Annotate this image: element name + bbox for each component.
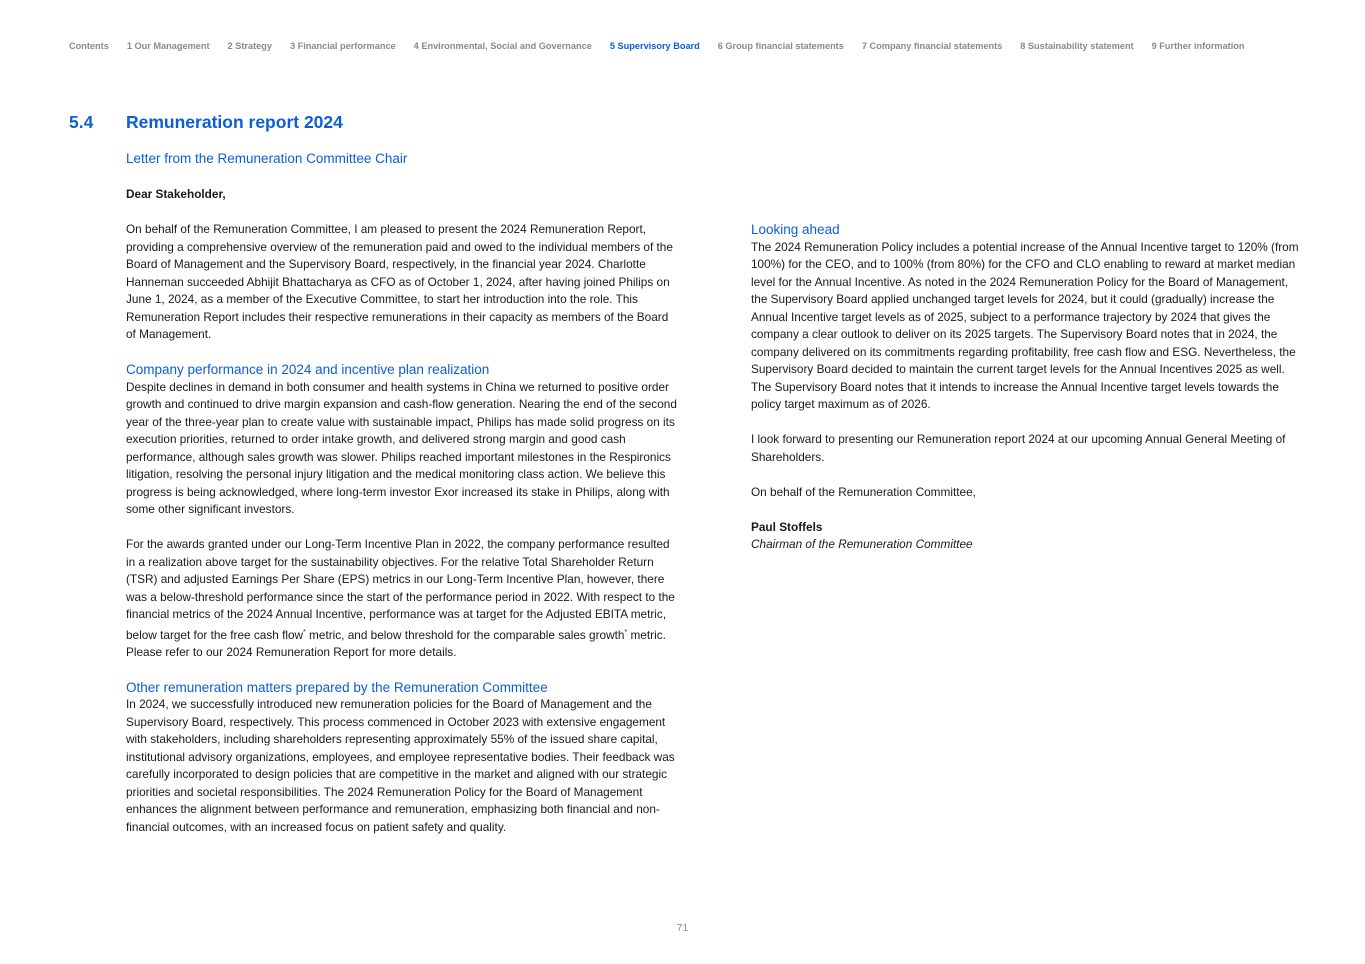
nav-item-further-information[interactable]: 9 Further information — [1151, 41, 1245, 51]
nav-item-financial-performance[interactable]: 3 Financial performance — [289, 41, 396, 51]
right-column — [751, 221, 1306, 554]
signatory-title: Chairman of the Remuneration Committee — [751, 537, 973, 551]
nav-item-company-financial-statements[interactable]: 7 Company financial statements — [861, 41, 1003, 51]
nav-item-group-financial-statements[interactable]: 6 Group financial statements — [717, 41, 844, 51]
footnote-marker: * — [624, 628, 628, 636]
other-matters-heading: Other remuneration matters prepared by the Remuneration Committee — [126, 679, 548, 695]
looking-ahead-heading: Looking ahead — [751, 222, 840, 237]
section-title: Remuneration report 2024 — [126, 112, 343, 132]
section-number: 5.4 — [69, 112, 94, 132]
top-navigation — [69, 39, 1263, 53]
looking-ahead-paragraph-1: The 2024 Remuneration Policy includes a potential increase of the Annual Incentive target to 120% (from 100%) for the CEO, and to 100% (from 80%) for the CFO and CLO enabling to reward at market median level for the Annual Incentive. As noted in the 2024 Remuneration Policy for the Board of Management, the Supervisory Board applied unchanged target levels for 2024, but it could (gradually) increase the Annual Incentive target levels as of 2025, subject to a performance trajectory by 2024 that gives the company a clear outlook to deliver on its 2025 targets. The Supervisory Board notes that in 2024, the company delivered on its commitments regarding profitability, free cash flow and ESG. Nevertheless, the Supervisory Board decided to maintain the current target levels for the Annual Incentives 2025 as well. The Supervisory Board notes that it intends to increase the Annual Incentive target levels towards the policy target maximum as of 2026. — [751, 239, 1299, 411]
other-matters-paragraph: In 2024, we successfully introduced new remuneration policies for the Board of Management and the Supervisory Board, respectively. This process commenced in October 2023 with extensive engagement with stakeholders, including shareholders representing approximately 55% of the issued share capital, institutional advisory organizations, employees, and employee representative bodies. Their feedback was carefully incorporated to design policies that are competitive in the market and aligned with our strategic priorities and societal responsibilities. The 2024 Remuneration Policy for the Board of Management enhances the alignment between performance and remuneration, emphasizing both financial and non-financial outcomes, with an increased focus on patient safety and quality. — [126, 697, 675, 834]
performance-paragraph-1: Despite declines in demand in both consumer and health systems in China we returned to positive order growth and continued to drive margin expansion and cash-flow generation. Nearing the end of the second year of the three-year plan to create value with sustainable impact, Philips has made solid progress on its execution priorities, returned to order intake growth, and delivered strong margin and good cash performance, although sales growth was slower. Philips reached important milestones in the Respironics litigation, resolving the personal injury litigation and the medical monitoring class action. We believe this progress is being acknowledged, where long-term investor Exor increased its stake in Philips, along with some other significant investors. — [126, 379, 677, 516]
section-heading — [69, 112, 343, 133]
nav-item-supervisory-board[interactable]: 5 Supervisory Board — [609, 41, 700, 51]
looking-ahead-paragraph-2: I look forward to presenting our Remuneration report 2024 at our upcoming Annual General Meeting of Shareholders. — [751, 432, 1286, 464]
closing-line: On behalf of the Remuneration Committee, — [751, 484, 976, 499]
performance-paragraph-2-part-b: metric, and below threshold for the comparable sales growth — [305, 627, 625, 642]
left-column — [126, 186, 681, 836]
nav-item-contents[interactable]: Contents — [69, 41, 109, 51]
nav-item-esg[interactable]: 4 Environmental, Social and Governance — [413, 41, 592, 51]
intro-paragraph: On behalf of the Remuneration Committee, I am pleased to present the 2024 Remuneration Report, providing a comprehensive overview of the remuneration paid and owed to the individual members of the Board of Management and the Supervisory Board, respectively, in the financial year 2024. Charlotte Hanneman succeeded Abhijit Bhattacharya as CFO as of October 1, 2024, after having joined Philips on June 1, 2024, as a member of the Executive Committee, to start her introduction into the role. This Remuneration Report includes their respective remunerations in their capacity as members of the Board of Management. — [126, 222, 673, 341]
signatory-name: Paul Stoffels — [751, 519, 823, 534]
performance-paragraph-2-part-c: metric. Please refer to our 2024 Remuneration Report for more details. — [126, 627, 666, 659]
performance-paragraph-2-part-a: For the awards granted under our Long-Term Incentive Plan in 2022, the company performance resulted in a realization above target for the sustainability objectives. For the relative Total Shareholder Return (TSR) and adjusted Earnings Per Share (EPS) metrics in our Long-Term Incentive Plan, however, there was a below-threshold performance since the start of the performance period in 2022. With respect to the financial metrics of the 2024 Annual Incentive, performance was at target for the Adjusted EBITA metric, below target for the free cash flow — [126, 537, 675, 642]
nav-item-strategy[interactable]: 2 Strategy — [227, 41, 272, 51]
performance-paragraph-2 — [126, 536, 681, 661]
nav-item-sustainability-statement[interactable]: 8 Sustainability statement — [1020, 41, 1134, 51]
nav-item-our-management[interactable]: 1 Our Management — [126, 41, 210, 51]
page-number: 71 — [676, 922, 689, 934]
greeting: Dear Stakeholder, — [126, 187, 226, 201]
performance-heading: Company performance in 2024 and incentive plan realization — [126, 362, 490, 377]
footnote-marker: * — [303, 628, 306, 636]
section-subtitle: Letter from the Remuneration Committee Chair — [126, 151, 408, 166]
